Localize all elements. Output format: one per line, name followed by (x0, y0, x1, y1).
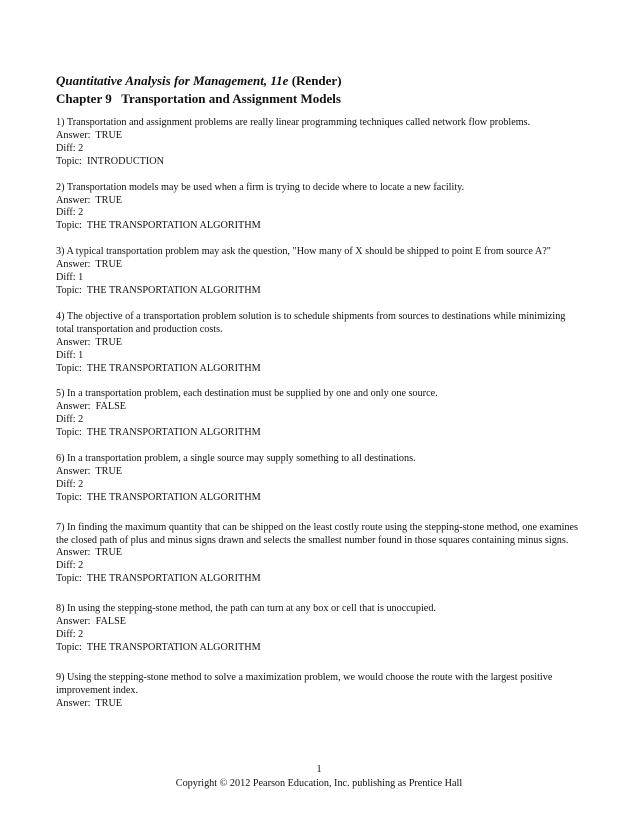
question-item (56, 672, 586, 711)
question-answer: Answer: TRUE (56, 194, 123, 206)
question-text: 5) In a transportation problem, each destination must be supplied by one and only one source. (56, 388, 438, 400)
question-text: 4) The objective of a transportation problem solution is to schedule shipments from sources to destinations while minimizing total transportation and production costs. (56, 310, 566, 335)
question-text: 6) In a transportation problem, a single source may supply something to all destinations. (56, 453, 416, 465)
question-answer: Answer: TRUE (56, 336, 123, 348)
question-text: 1) Transportation and assignment problems are really linear programming techniques called network flow problems. (56, 117, 531, 128)
document-header (56, 72, 596, 107)
question-diff: Diff: 1 (56, 349, 84, 361)
question-item (56, 311, 586, 376)
book-title (56, 72, 596, 89)
question-answer: Answer: FALSE (56, 616, 126, 628)
question-answer: Answer: TRUE (56, 129, 123, 141)
question-item (56, 603, 586, 655)
question-item (56, 522, 586, 587)
question-text: 2) Transportation models may be used when a firm is trying to decide where to locate a new facility. (56, 181, 465, 193)
question-text: 9) Using the stepping-stone method to solve a maximization problem, we would choose the route with the largest positive improvement index. (56, 671, 553, 696)
question-answer: Answer: TRUE (56, 259, 123, 271)
question-item (56, 246, 586, 298)
question-item (56, 182, 586, 234)
question-item (56, 453, 586, 505)
question-item (56, 117, 586, 169)
question-answer: Answer: TRUE (56, 547, 123, 559)
question-diff: Diff: 2 (56, 629, 84, 640)
book-title-italic: Quantitative Analysis for Management, 11e (56, 73, 289, 88)
question-topic: Topic: THE TRANSPORTATION ALGORITHM (56, 284, 261, 296)
question-topic: Topic: THE TRANSPORTATION ALGORITHM (56, 641, 261, 653)
question-list (56, 117, 586, 711)
question-answer: Answer: FALSE (56, 401, 126, 413)
question-text: 7) In finding the maximum quantity that can be shipped on the least costly route using the stepping-stone method, one examines the closed path of plus and minus signs drawn and selects the smallest number found in those squares containing minus signs. (56, 521, 578, 546)
question-diff: Diff: 2 (56, 414, 84, 426)
question-answer: Answer: TRUE (56, 465, 123, 477)
question-topic: Topic: THE TRANSPORTATION ALGORITHM (56, 220, 261, 232)
question-text: 8) In using the stepping-stone method, the path can turn at any box or cell that is unoccupied. (56, 603, 436, 615)
book-title-suffix: (Render) (288, 73, 342, 88)
question-topic: Topic: THE TRANSPORTATION ALGORITHM (56, 427, 261, 439)
chapter-title: Chapter 9 Transportation and Assignment Models (56, 91, 341, 106)
copyright-notice: Copyright © 2012 Pearson Education, Inc. publishing as Prentice Hall (175, 778, 463, 789)
question-topic: Topic: THE TRANSPORTATION ALGORITHM (56, 362, 261, 374)
question-item (56, 388, 586, 440)
question-diff: Diff: 2 (56, 207, 84, 219)
question-topic: Topic: INTRODUCTION (56, 155, 164, 167)
question-topic: Topic: THE TRANSPORTATION ALGORITHM (56, 573, 261, 585)
question-diff: Diff: 2 (56, 478, 84, 490)
question-text: 3) A typical transportation problem may ask the question, "How many of X should be shipped to point E from source A?" (56, 246, 551, 258)
question-diff: Diff: 2 (56, 560, 84, 572)
page-number: 1 (316, 764, 322, 775)
question-topic: Topic: THE TRANSPORTATION ALGORITHM (56, 491, 261, 503)
question-answer: Answer: TRUE (56, 697, 123, 709)
question-diff: Diff: 2 (56, 142, 84, 154)
question-diff: Diff: 1 (56, 272, 84, 284)
